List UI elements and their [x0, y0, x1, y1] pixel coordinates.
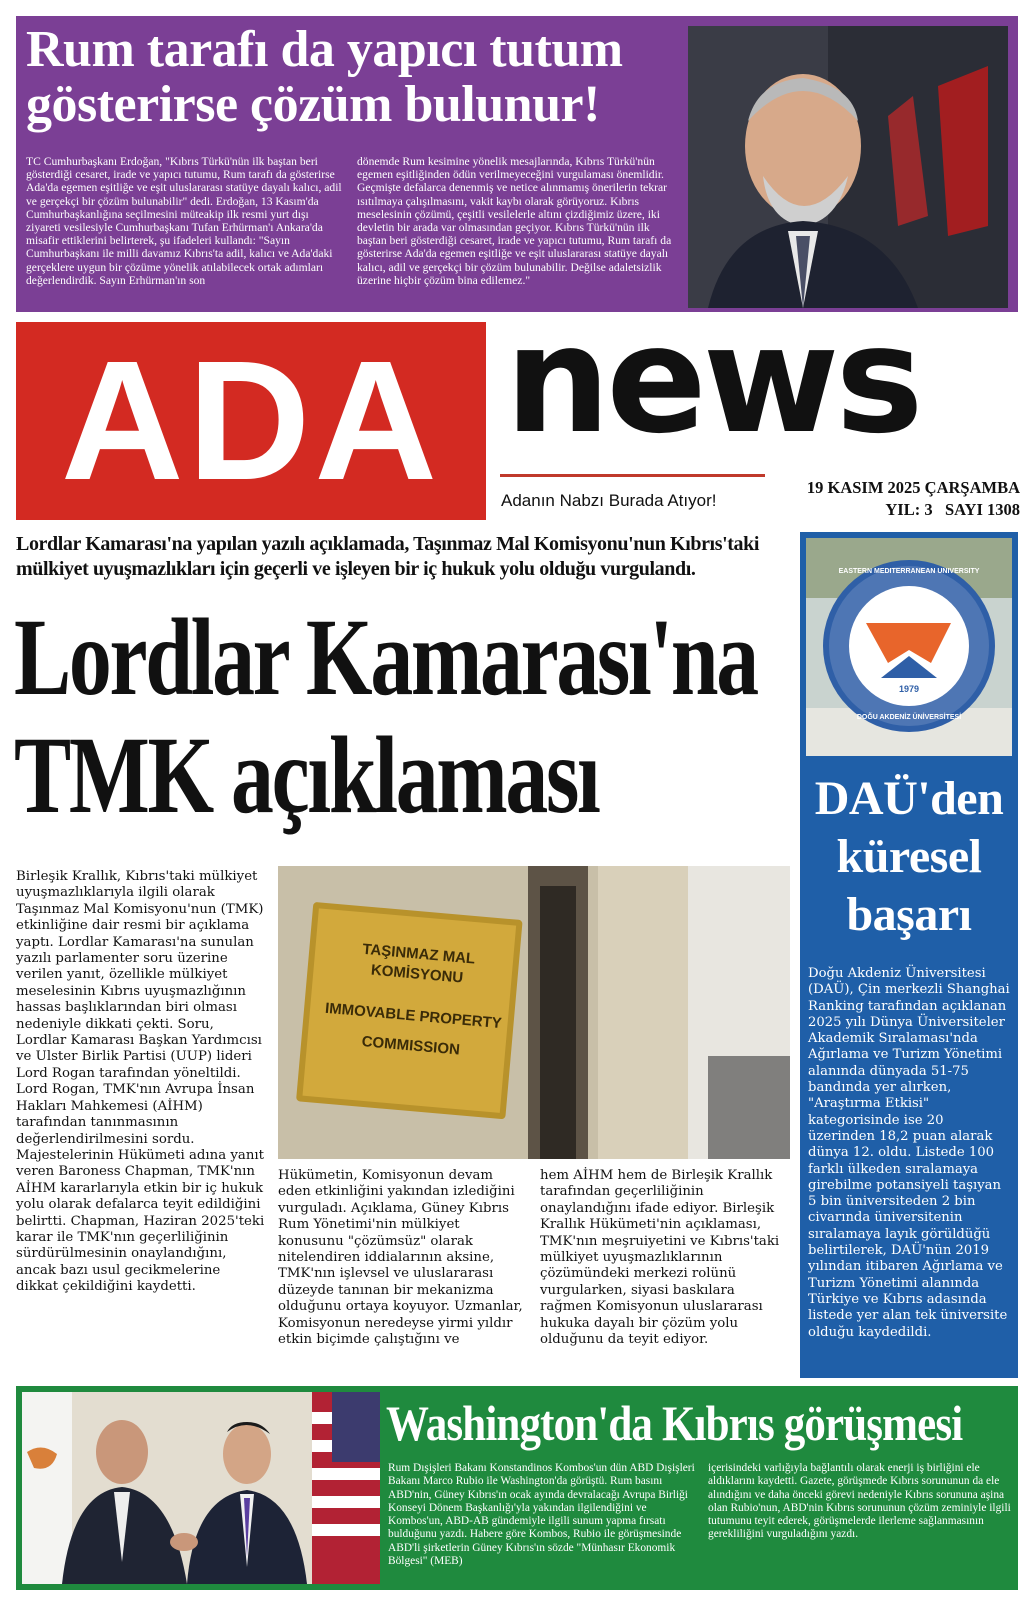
main-story-text-col-1: Birleşik Krallık, Kıbrıs'taki mülkiyet uyuşmazlıklarıyla ilgili olarak Taşınmaz Mal Komisyonu'nun (TMK) etkinliğine dair resmi bir açıklama yaptı. Lordlar Kamarası'na sunulan yazılı parlamenter soru üzerine verilen yanıt, özellikle mülkiyet meselesinin Kıbrıs uyuşmazlığının hassas başlıklarından biri olması nedeniyle dikkati çekti. Soru, Lordlar Kamarası Başkan Yardımcısı ve Ulster Birlik Partisi (UUP) lideri Lord Rogan tarafından yöneltildi. Lord Rogan, TMK'nın Avrupa İnsan Hakları Mahkemesi (AİHM) tarafından tanınmasının değerlendirilmesini sordu. Majestelerinin Hükümeti adına yanıt veren Baroness Chapman, TMK'nın AİHM kararlarıyla etkin bir iç hukuk yolu olarak defalarca teyit edildiğini belirtti. Chapman, Haziran 2025'teki karar ile TMK'nın geçerliliğinin sürdürülmesinin onaylandığını, ancak bazı usul gecikmelerine dikkat çekildiğini kaydetti. — [16, 869, 265, 1295]
tmk-sign-text — [310, 936, 519, 1065]
sidebar-headline[interactable]: DAÜ'den küresel başarı — [814, 772, 1004, 941]
top-story-text-col-2: dönemde Rum kesimine yönelik mesajlarında, Kıbrıs Türkü'nün egemen eşitliğinden ödün verilmeyeceğini vurgulaması önemlidir. Geçmişte defalarca denenmiş ve netice alınmamış önerilerin tekrar ısıtılmaya çalışılmasını, vakit kaybı olarak görüyoruz. Kıbrıs meselesinin çözümü, çeşitli vesilelerle altını çizdiğimiz üzere, iki devletin bir arada var olmasından geçiyor. Kıbrıs Türkü'nün ilk baştan beri gösterdiği cesaret, irade ve yapıcı tutumu, Rum tarafı da gösterirse Ada'da egemen eşitliğe ve eşit uluslararası statüye dayalı kalıcı, adil ve gerçekçi bir çözüm bulunabilir. Değilse adaletsizlik üzerine hiçbir çözüm bina edilemez." — [357, 155, 672, 287]
sidebar-text: Doğu Akdeniz Üniversitesi (DAÜ), Çin merkezli Shanghai Ranking tarafından açıklanan 2025 yılı Dünya Üniversiteler Akademik Sıralaması'nda Ağırlama ve Turizm Yönetimi alanında dünyada 51-75 bandında yer alırken, "Araştırma Etkisi" kategorisinde ise 20 üzerinden 18,2 puan alarak dünya 12. oldu. Listede 100 farklı ülkeden sıralamaya girebilme potansiyeli taşıyan 5 bin üniversiteden 2 bin civarında üniversitenin sıralamaya layık görüldüğü belirtilerek, DAÜ'nün 2019 yılından itibaren Ağırlama ve Turizm Yönetimi alanında Türkiye ve Kıbrıs adasında listede yer alan tek üniversite olduğu kaydedildi. — [808, 966, 1010, 1340]
logo-ada-text[interactable]: ADA — [60, 326, 442, 516]
issue-number: YIL: 3 SAYI 1308 — [885, 500, 1020, 519]
sign-line-1: TAŞINMAZ MAL KOMİSYONU — [361, 940, 476, 987]
seal-ring-top-text: EASTERN MEDITERRANEAN UNIVERSITY — [838, 568, 980, 575]
main-headline-line-1: Lordlar Kamarası'na — [14, 596, 757, 718]
issue-date: 19 KASIM 2025 ÇARŞAMBA — [806, 478, 1020, 497]
main-story-kicker: Lordlar Kamarası'na yapılan yazılı açıklamada, Taşınmaz Mal Komisyonu'nun Kıbrıs'taki mülkiyet uyuşmazlıkları için geçerli ve işleyen bir iç hukuk yolu olduğu vurgulandı. — [16, 533, 759, 580]
kombos-rubio-photo[interactable] — [22, 1392, 380, 1584]
main-story-text-col-2: Hükümetin, Komisyonun devam eden etkinliğini yakından izlediğini vurguladı. Açıklama, Güney Kıbrıs Rum Yönetimi'nin mülkiyet konusunu "çözümsüz" olarak nitelendiren iddialarının aksine, TMK'nın işlevsel ve uluslararası düzeyde tanınan bir mekanizma olduğunu ortaya koyuyor. Uzmanlar, Komisyonun neredeyse yirmi yıldır etkin biçimde çalıştığını ve — [278, 1168, 523, 1348]
sign-line-2: IMMOVABLE PROPERTY — [324, 999, 503, 1033]
main-story-headline[interactable] — [14, 596, 757, 836]
main-headline-line-2: TMK açıklaması — [14, 714, 599, 836]
issue-date-block — [770, 477, 1020, 521]
portrait-illustration — [688, 26, 1008, 308]
handshake-illustration — [22, 1392, 380, 1584]
tmk-building-photo[interactable] — [278, 866, 790, 1159]
bottom-story-text-col-1: Rum Dışişleri Bakanı Konstandinos Kombos'un dün ABD Dışişleri Bakanı Marco Rubio ile Washington'da görüştü. Rum basını ABD'nin, Güney Kıbrıs'ın ocak ayında devralacağı Avrupa Birliği Konseyi Dönem Başkanlığı'yla yakından ilgilendiğini ve Kombos'un, ABD-AB gündemiyle ilgili sunum yapma fırsatı bulduğunu yazdı. Habere göre Kombos, Rubio ile görüşmesinde ABD'li şirketlerin Güney Kıbrıs'ın sözde "Münhasır Ekonomik Bölgesi" (MEB) — [388, 1462, 695, 1568]
logo-news-text[interactable]: news — [505, 294, 920, 466]
masthead-rule — [500, 474, 765, 477]
erdogan-photo[interactable] — [688, 26, 1008, 308]
bottom-story-text-col-2: içerisindeki varlığıyla bağlantılı olarak enerji iş birliğini ele aldıklarını kaydetti. Gazete, görüşmede Kıbrıs sorununun da ele alındığını ve daha önceki görevi nedeniyle Kıbrıs sorununa aşina olan Rubio'nun, ABD'nin Kıbrıs sorununun çözüm zeminiyle ilgili tutumunu teyit ederek, görüşmelerde ilerleme sağlanmasının gerekliliğini vurguladığını yazdı. — [708, 1462, 1011, 1541]
masthead-tagline: Adanın Nabzı Burada Atıyor! — [501, 491, 717, 510]
top-story-text-col-1: TC Cumhurbaşkanı Erdoğan, "Kıbrıs Türkü'nün ilk baştan beri gösterdiği cesaret, irade ve yapıcı tutumu, Rum tarafı da gösterirse Ada'da egemen eşitliğe ve eşit uluslararası statüye dayalı kalıcı, adil ve gerçekçi bir çözüm bulunabilir" dedi. Erdoğan, 13 Kasım'da Cumhurbaşkanlığına seçilmesini müteakip ilk resmi yurt dışı ziyareti vesilesiyle Cumhurbaşkanı Tufan Erhürman'ı Ankara'da misafir ettiklerini belirterek, şu ifadeleri kullandı: "Sayın Cumhurbaşkanı ile milli davamız Kıbrıs'ta adil, kalıcı ve Ada'daki gerçeklere uygun bir çözüme yönelik atılabilecek ortak adımları değerlendirdik. Sayın Erhürman'ın son — [26, 155, 342, 287]
seal-year: 1979 — [898, 684, 920, 694]
emu-seal-photo[interactable] — [806, 538, 1012, 756]
sign-line-3: COMMISSION — [361, 1033, 461, 1059]
top-story-headline[interactable]: Rum tarafı da yapıcı tutum gösterirse çözüm bulunur! — [26, 21, 623, 133]
bottom-story-headline[interactable]: Washington'da Kıbrıs görüşmesi — [386, 1395, 963, 1451]
main-story-text-col-3: hem AİHM hem de Birleşik Krallık tarafından geçerliliğinin onaylandığını ifade ediyor. Birleşik Krallık Hükümeti'nin açıklaması, TMK'nın meşruiyetini ve Kıbrıs'taki mülkiyet uyuşmazlıklarının çözümündeki merkezi rolünü vurgularken, siyasi baskılara rağmen Komisyonun uluslararası hukuka dayalı bir çözüm yolu olduğunu da teyit ediyor. — [540, 1168, 780, 1348]
seal-ring-bottom-text: DOĞU AKDENİZ ÜNİVERSİTESİ — [856, 714, 962, 721]
